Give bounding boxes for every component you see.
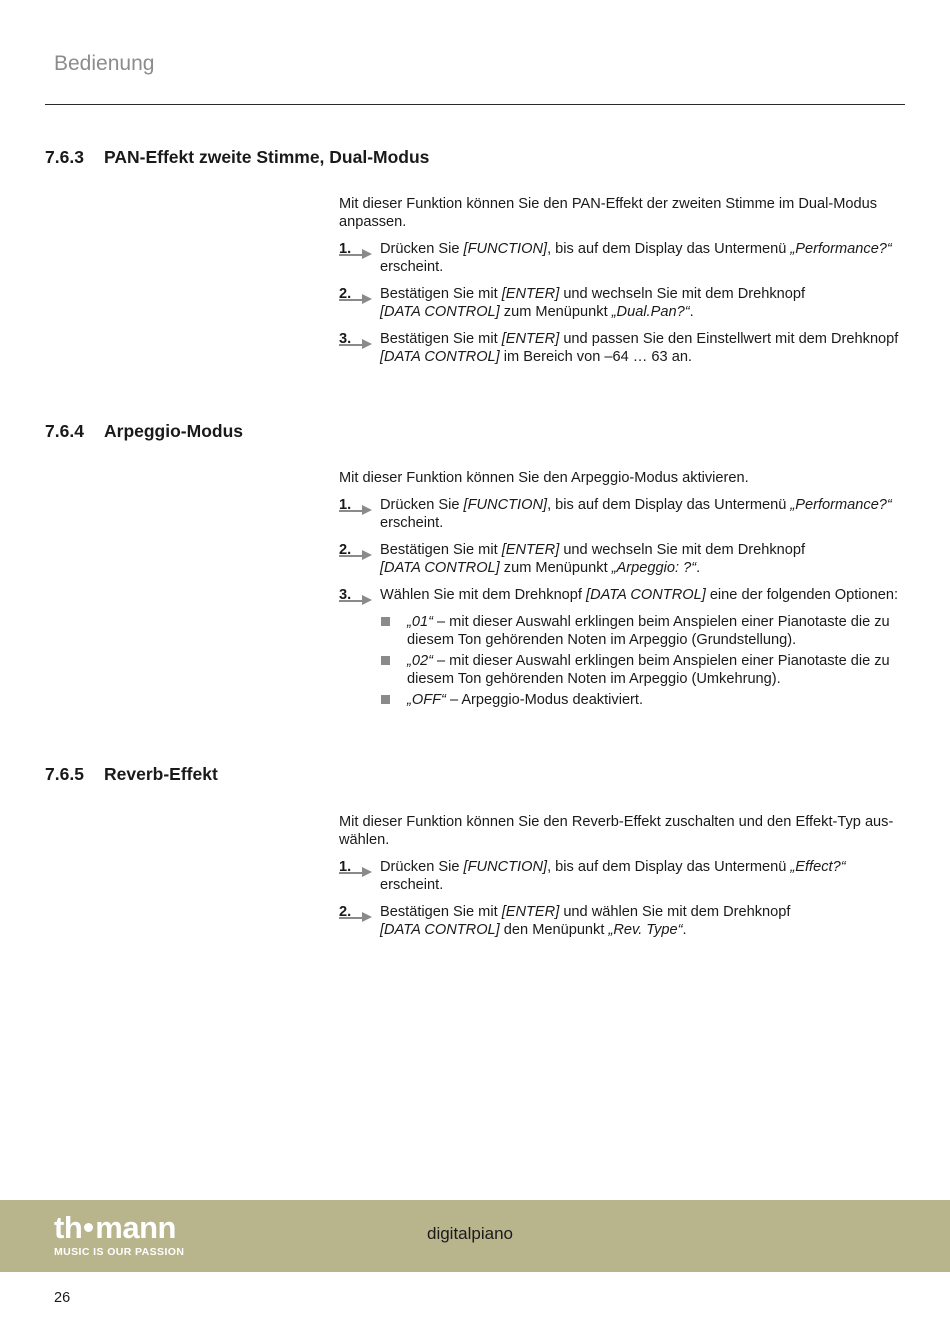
section-body [339,195,905,375]
step-item [339,903,905,939]
step-arrow-icon [339,294,373,304]
step-arrow-icon [339,595,373,605]
step-text: Bestätigen Sie mit [ENTER] und wechseln Sie mit dem Drehknopf [DATA CONTROL] zum Menüpunkt „Dual.Pan?“. [380,286,806,320]
step-text: Bestätigen Sie mit [ENTER] und wechseln Sie mit dem Drehknopf [DATA CONTROL] zum Menüpunkt „Arpeggio: ?“. [380,542,806,576]
step-arrow-icon [339,912,373,922]
list-item: „OFF“ – Arpeggio-Modus deaktiviert. [380,691,905,709]
step-number: 1. [339,859,352,875]
step-text: Drücken Sie [FUNCTION], bis auf dem Display das Untermenü „Performance?“ erscheint. [380,241,892,275]
section-heading [45,764,218,785]
step-arrow-icon [339,339,373,349]
logo-tagline: MUSIC IS OUR PASSION [54,1246,185,1258]
page-number: 26 [54,1290,71,1306]
logo-dot-icon [84,1223,93,1232]
header-title: Bedienung [54,52,155,75]
step-number: 1. [339,241,352,257]
step-text: Bestätigen Sie mit [ENTER] und passen Sie den Einstellwert mit dem Drehknopf [DATA CONTROL] im Bereich von –64 … 63 an. [380,331,899,365]
step-text: Bestätigen Sie mit [ENTER] und wählen Sie mit dem Drehknopf [DATA CONTROL] den Menüpunkt „Rev. Type“. [380,904,791,938]
step-item [339,858,905,894]
step-item [339,285,905,321]
section-title: Arpeggio-Modus [104,421,244,441]
step-arrow-icon [339,249,373,259]
section-intro: Mit dieser Funktion können Sie den Arpeggio-Modus aktivieren. [339,470,749,486]
step-arrow-icon [339,505,373,515]
section-title: Reverb-Effekt [104,764,218,784]
section-intro: Mit dieser Funktion können Sie den PAN-Effekt der zweiten Stimme im Dual-Modus anpassen. [339,196,878,230]
section-intro: Mit dieser Funktion können Sie den Reverb-Effekt zuschalten und den Effekt-Typ auswählen. [339,814,894,848]
step-number: 3. [339,587,352,603]
square-bullet-icon [381,617,390,626]
thomann-logo: th mann [54,1210,176,1245]
section-title: PAN-Effekt zweite Stimme, Dual-Modus [104,147,430,167]
section-number: 7.6.5 [45,764,84,784]
step-number: 3. [339,331,352,347]
step-item [339,541,905,577]
options-list [339,613,905,709]
step-text: Wählen Sie mit dem Drehknopf [DATA CONTROL] eine der folgenden Optionen: [380,587,899,603]
header-divider [45,104,905,105]
step-arrow-icon [339,867,373,877]
section-number: 7.6.3 [45,147,84,167]
section-heading [45,147,429,168]
step-number: 1. [339,497,352,513]
step-arrow-icon [339,550,373,560]
step-item [339,496,905,532]
step-number: 2. [339,904,352,920]
footer-band [0,1200,950,1272]
list-item: „01“ – mit dieser Auswahl erklingen beim Anspielen einer Pianotaste die zu diesem Ton gehörenden Noten im Arpeggio (Grundstellung). [380,613,905,649]
step-text: Drücken Sie [FUNCTION], bis auf dem Display das Untermenü „Performance?“ erscheint. [380,497,892,531]
step-item [339,240,905,276]
step-item [339,330,905,366]
step-number: 2. [339,286,352,302]
section-number: 7.6.4 [45,421,84,441]
step-item [339,586,905,604]
square-bullet-icon [381,695,390,704]
product-name: digitalpiano [427,1224,514,1243]
section-heading [45,421,243,442]
section-body [339,469,905,712]
square-bullet-icon [381,656,390,665]
section-body [339,813,905,948]
step-number: 2. [339,542,352,558]
step-text: Drücken Sie [FUNCTION], bis auf dem Display das Untermenü „Effect?“ erscheint. [380,859,846,893]
list-item: „02“ – mit dieser Auswahl erklingen beim Anspielen einer Pianotaste die zu diesem Ton gehörenden Noten im Arpeggio (Umkehrung). [380,652,905,688]
